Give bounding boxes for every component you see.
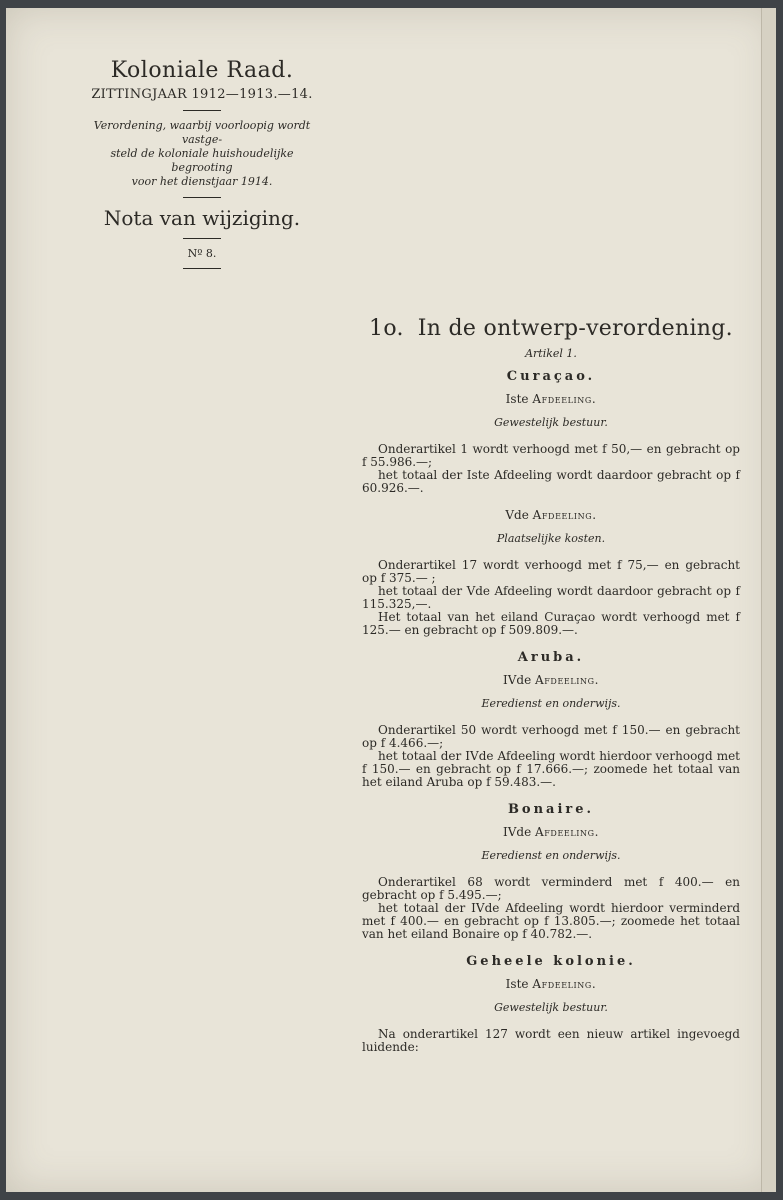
afdeeling-prefix: Vde — [505, 508, 529, 522]
divider — [183, 268, 221, 269]
divider — [183, 197, 221, 198]
amendment-text: Onderartikel 17 wordt verhoogd met f 75,— en gebracht op f 375.— ; — [362, 558, 740, 585]
territory-curacao: Curaçao. — [506, 369, 596, 384]
afdeeling-prefix: Iste — [505, 392, 529, 406]
territory-geheele-kolonie: Geheele kolonie. — [466, 954, 636, 969]
session-year: ZITTINGJAAR 1912—1913.—14. — [91, 87, 313, 102]
amendment-text: Onderartikel 68 wordt verminderd met f 400.— en gebracht op f 5.495.—; — [362, 875, 740, 902]
afdeeling-heading — [362, 674, 740, 687]
afdeeling-label: Afdeeling. — [532, 392, 597, 406]
section-heading — [362, 316, 740, 341]
afdeeling-heading — [362, 826, 740, 839]
artikel-label: Artikel 1. — [525, 347, 577, 360]
amendment-text: het totaal der IVde Afdeeling wordt hierdoor verminderd met f 400.— en gebracht op f 13.805.—; zoomede het totaal van het eiland Bonaire op f 40.782.—. — [362, 901, 740, 941]
afdeeling-prefix: IVde — [502, 673, 532, 687]
amendment-text: Onderartikel 1 wordt verhoogd met f 50,— en gebracht op f 55.986.—; — [362, 442, 740, 469]
afdeeling-subtitle: Eeredienst en onderwijs. — [481, 697, 621, 710]
afdeeling-heading — [362, 393, 740, 406]
afdeeling-label: Afdeeling. — [535, 673, 600, 687]
amendment-text: het totaal der IVde Afdeeling wordt hierdoor verhoogd met f 150.— en gebracht op f 17.666.—; zoomede het totaal van het eiland Aruba op f 59.483.—. — [362, 749, 740, 789]
amendment-text: Na onderartikel 127 wordt een nieuw artikel ingevoegd luidende: — [362, 1027, 740, 1054]
afdeeling-label: Afdeeling. — [532, 977, 597, 991]
afdeeling-subtitle: Eeredienst en onderwijs. — [481, 849, 621, 862]
afdeeling-label: Afdeeling. — [532, 508, 597, 522]
nota-title: Nota van wijziging. — [103, 206, 301, 230]
amendment-text: het totaal der Iste Afdeeling wordt daardoor gebracht op f 60.926.—. — [362, 468, 740, 495]
page-edge — [761, 8, 776, 1192]
council-title: Koloniale Raad. — [110, 58, 294, 83]
subject-line: voor het dienstjaar 1914. — [131, 175, 273, 188]
subject-line: Verordening, waarbij voorloopig wordt vastge- — [93, 119, 311, 146]
territory-aruba: Aruba. — [517, 650, 585, 665]
afdeeling-label: Afdeeling. — [535, 825, 600, 839]
amendment-text: het totaal der Vde Afdeeling wordt daardoor gebracht op f 115.325,—. — [362, 584, 740, 611]
afdeeling-subtitle: Gewestelijk bestuur. — [494, 1001, 608, 1014]
afdeeling-prefix: IVde — [502, 825, 532, 839]
afdeeling-subtitle: Plaatselijke kosten. — [496, 532, 606, 545]
divider — [183, 238, 221, 239]
divider — [183, 110, 221, 111]
subject-line: steld de koloniale huishoudelijke begrooting — [110, 147, 294, 174]
amendment-text: Het totaal van het eiland Curaçao wordt verhoogd met f 125.— en gebracht op f 509.809.—. — [362, 610, 740, 637]
afdeeling-prefix: Iste — [505, 977, 529, 991]
subject-description — [80, 119, 324, 189]
document-number: Nº 8. — [187, 247, 217, 260]
amendment-body — [362, 316, 740, 1054]
document-header — [72, 58, 332, 277]
section-title: In de ontwerp-verordening. — [417, 316, 733, 341]
territory-bonaire: Bonaire. — [507, 802, 595, 817]
amendment-text: Onderartikel 50 wordt verhoogd met f 150.— en gebracht op f 4.466.—; — [362, 723, 740, 750]
afdeeling-subtitle: Gewestelijk bestuur. — [494, 416, 608, 429]
afdeeling-heading — [362, 978, 740, 991]
section-number: 1o. — [369, 316, 404, 341]
afdeeling-heading — [362, 509, 740, 522]
